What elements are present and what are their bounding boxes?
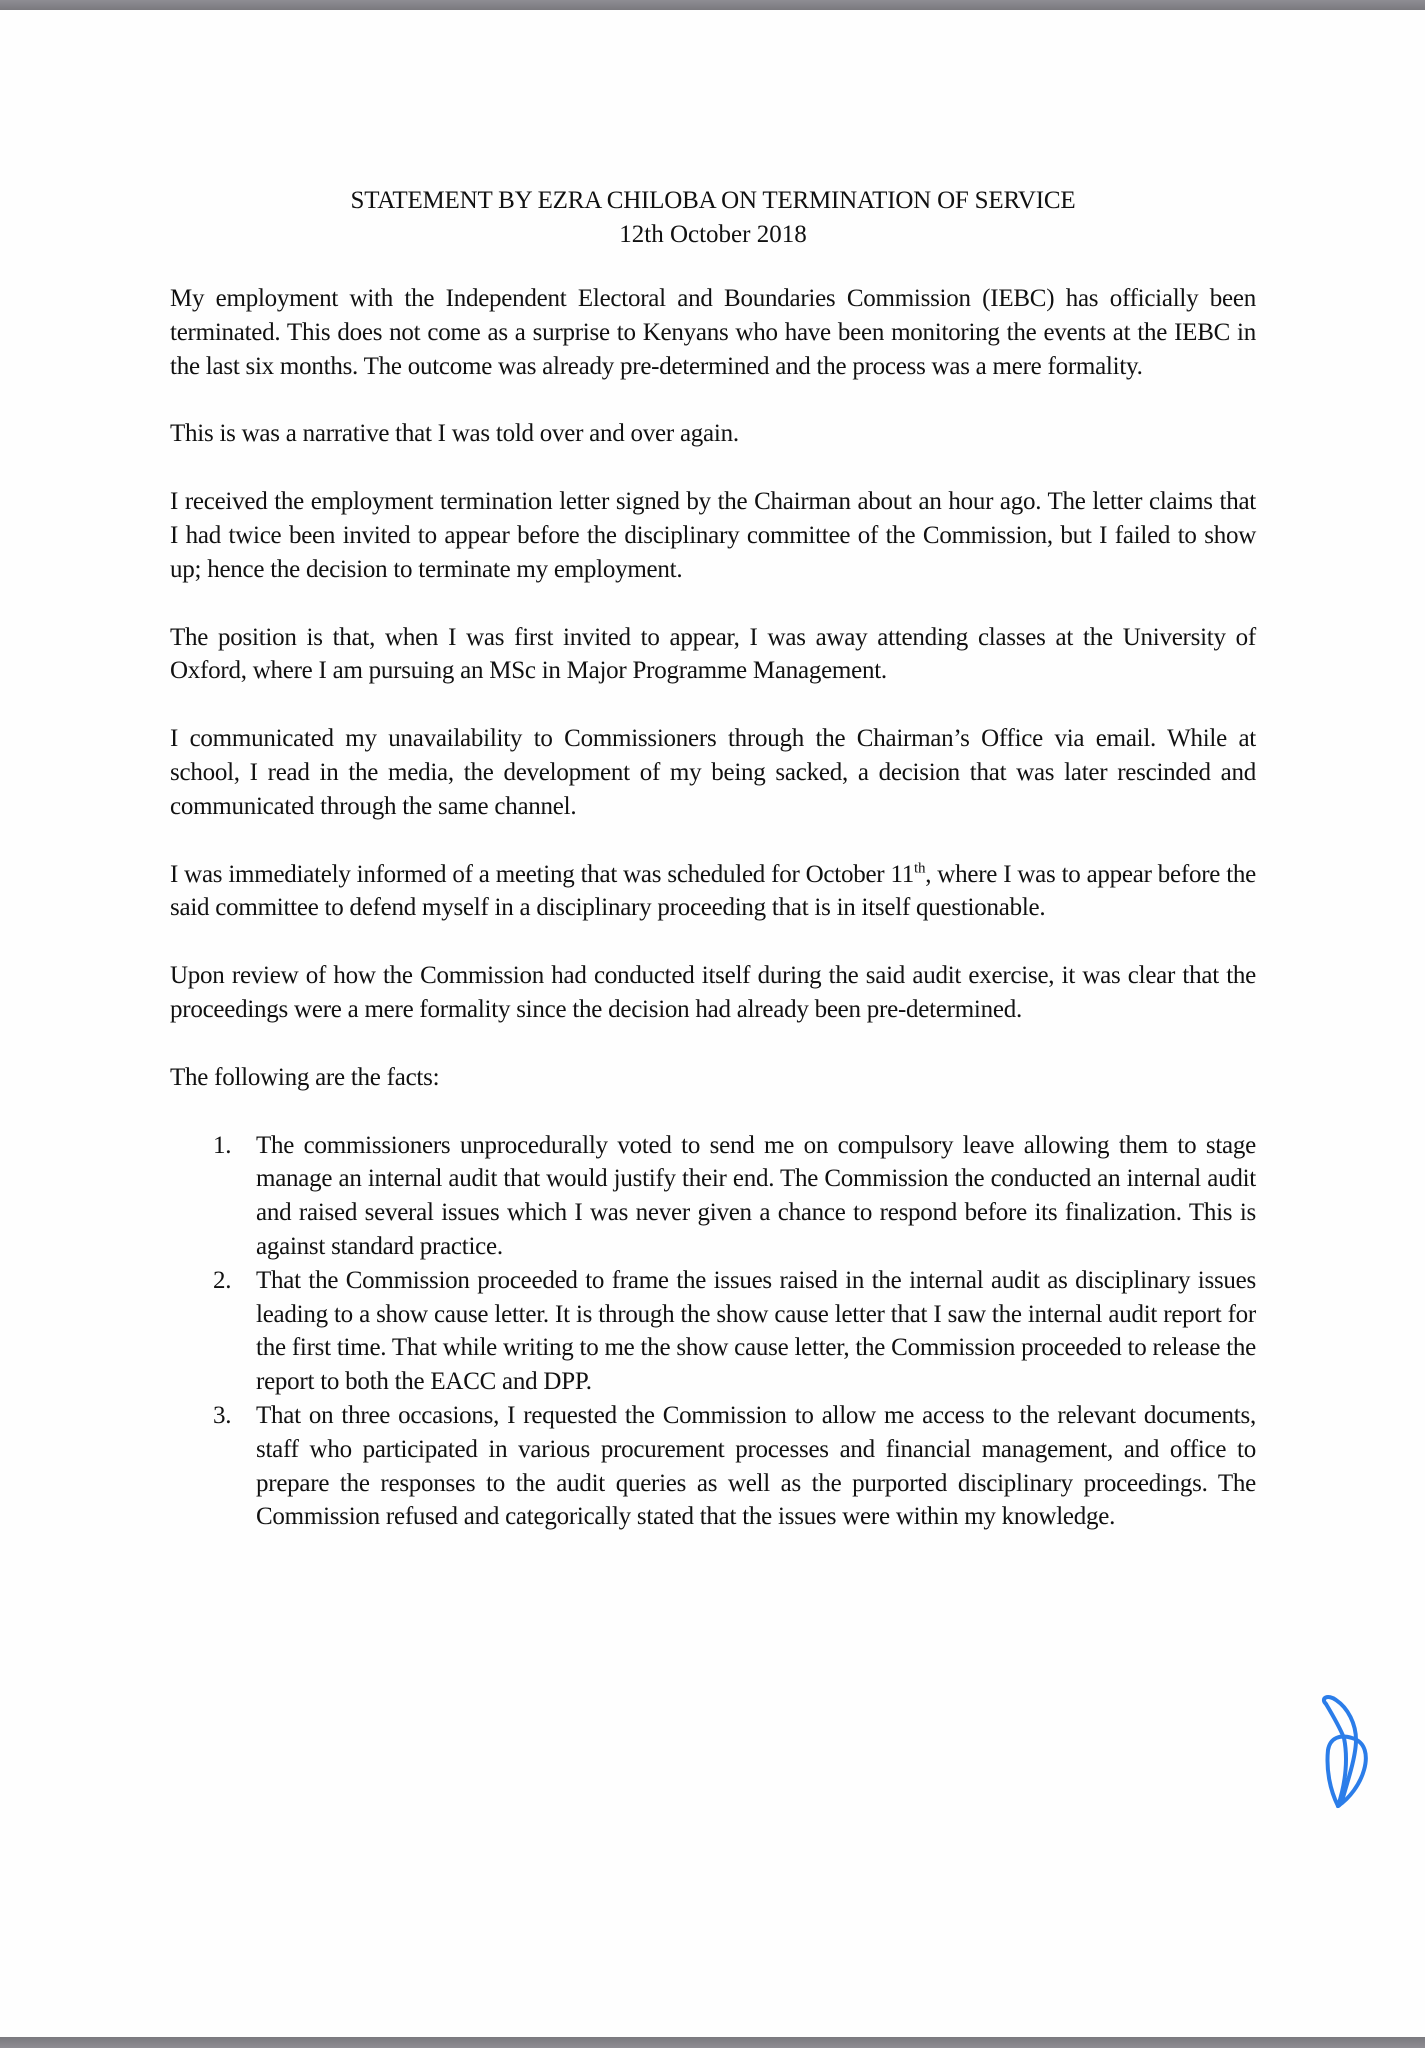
meeting-text-before: I was immediately informed of a meeting that was scheduled for October 11 [170,860,915,888]
fact-number: 1. [213,1131,232,1159]
paragraph-communicated-unavailability: I communicated my unavailability to Commissioners through the Chairman’s Office via email. While at school, I read in the media, the development of my being sacked, a decision that was later rescinded and communicated through the same channel. [170,725,1256,820]
paragraph-employment-terminated: My employment with the Independent Electoral and Boundaries Commission (IEBC) has officially been terminated. This does not come as a surprise to Kenyans who have been monitoring the events at the IEBC in the last six months. The outcome was already pre-determined and the process was a mere formality. [170,285,1256,380]
meeting-date-superscript: th [914,860,926,877]
fact-number: 3. [213,1401,232,1429]
viewer-bottom-bar [0,2037,1425,2048]
fact-text: That on three occasions, I requested the Commission to allow me access to the relevant documents, staff who participated in various procurement processes and financial management, and office to prepare the responses to the audit queries as well as the purported disciplinary proceedings. The Commission refused and categorically stated that the issues were within my knowledge. [256,1401,1256,1531]
fact-item [213,1399,1256,1534]
document-title: STATEMENT BY EZRA CHILOBA ON TERMINATION OF SERVICE [350,187,1076,214]
paragraph-meeting-scheduled [170,858,1256,926]
fact-number: 2. [213,1266,232,1294]
document-page [170,184,1256,1534]
signature-initial-icon [1318,1694,1374,1812]
paragraph-oxford-position: The position is that, when I was first invited to appear, I was away attending classes at the University of Oxford, where I am pursuing an MSc in Major Programme Management. [170,623,1256,685]
fact-item [213,1264,1256,1399]
facts-intro: The following are the facts: [170,1063,440,1091]
fact-text: That the Commission proceeded to frame the issues raised in the internal audit as disciplinary issues leading to a show cause letter. It is through the show cause letter that I saw the internal audit report for the first time. That while writing to me the show cause letter, the Commission proceeded to release the report to both the EACC and DPP. [256,1266,1256,1396]
viewer-top-bar [0,0,1425,10]
facts-list [170,1129,1256,1535]
document-date: 12th October 2018 [619,221,807,248]
fact-item [213,1129,1256,1264]
paragraph-termination-letter: I received the employment termination letter signed by the Chairman about an hour ago. The letter claims that I had twice been invited to appear before the disciplinary committee of the Commission, but I failed to show up; hence the decision to terminate my employment. [170,488,1256,583]
paragraph-audit-review: Upon review of how the Commission had conducted itself during the said audit exercise, it was clear that the proceedings were a mere formality since the decision had already been pre-determined. [170,962,1256,1023]
meeting-text-after: , where I was to appear before the said committee to defend myself in a disciplinary proceeding that is in itself questionable. [170,860,1256,922]
fact-text: The commissioners unprocedurally voted to send me on compulsory leave allowing them to stage manage an internal audit that would justify their end. The Commission the conducted an internal audit and raised several issues which I was never given a chance to respond before its finalization. This is against standard practice. [256,1131,1256,1260]
paragraph-narrative: This is was a narrative that I was told over and over again. [170,420,739,448]
